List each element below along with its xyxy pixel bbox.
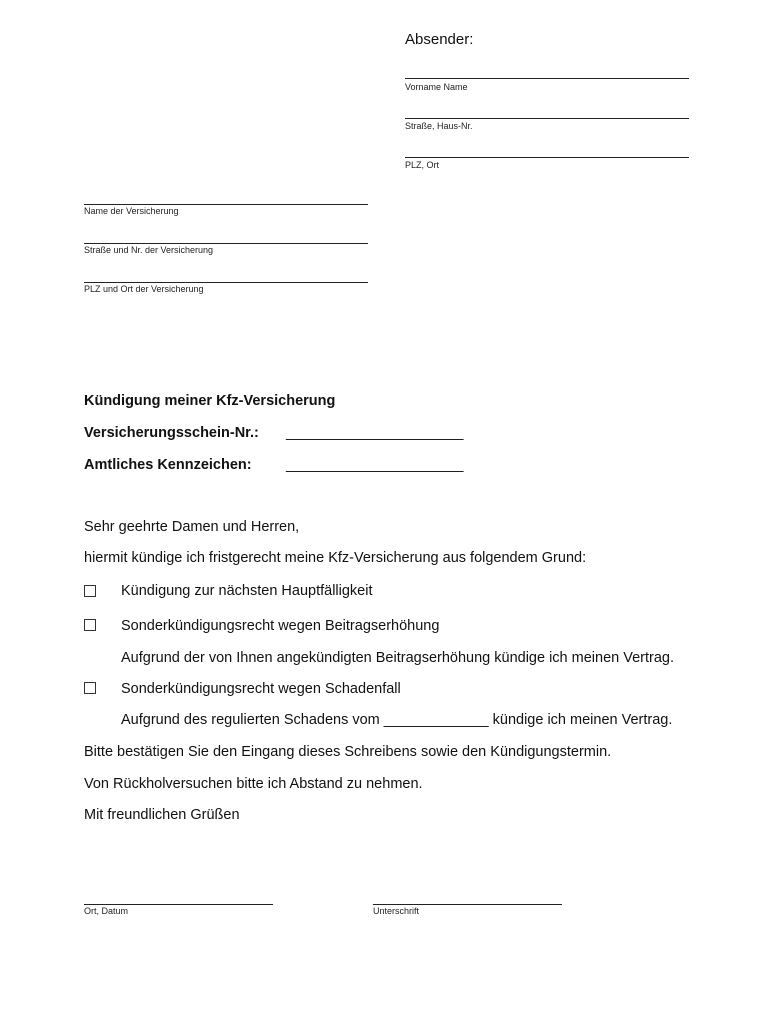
option-regular-checkbox[interactable] (84, 585, 96, 597)
closing-greeting: Mit freundlichen Grüßen (84, 807, 240, 823)
signature-line[interactable] (373, 904, 562, 905)
place-date-label: Ort, Datum (84, 906, 129, 916)
sender-street-label: Straße, Haus-Nr. (405, 121, 473, 131)
signature-label: Unterschrift (373, 906, 420, 916)
retention-refusal: Von Rückholversuchen bitte ich Abstand zu nehmen. (84, 776, 423, 792)
sender-heading: Absender: (405, 31, 474, 48)
option-premium-increase-label: Sonderkündigungsrecht wegen Beitragserhöhung (121, 618, 440, 634)
policy-number-blank[interactable]: ______________________ (286, 425, 464, 441)
insurer-name-line[interactable] (84, 204, 368, 205)
insurer-city-label: PLZ und Ort der Versicherung (84, 284, 204, 294)
policy-number-label: Versicherungsschein-Nr.: (84, 425, 259, 441)
intro-text: hiermit kündige ich fristgerecht meine Kfz-Versicherung aus folgendem Grund: (84, 550, 587, 566)
sender-city-line[interactable] (405, 157, 689, 158)
insurer-city-line[interactable] (84, 282, 368, 283)
salutation: Sehr geehrte Damen und Herren, (84, 519, 300, 535)
option-regular-label: Kündigung zur nächsten Hauptfälligkeit (121, 583, 373, 599)
option-premium-increase-detail: Aufgrund der von Ihnen angekündigten Beitragserhöhung kündige ich meinen Vertrag. (121, 650, 675, 666)
confirmation-request: Bitte bestätigen Sie den Eingang dieses Schreibens sowie den Kündigungstermin. (84, 744, 612, 760)
sender-name-line[interactable] (405, 78, 689, 79)
sender-street-line[interactable] (405, 118, 689, 119)
option-claim-label: Sonderkündigungsrecht wegen Schadenfall (121, 681, 401, 697)
license-plate-label: Amtliches Kennzeichen: (84, 457, 252, 473)
option-premium-increase-checkbox[interactable] (84, 619, 96, 631)
option-claim-detail: Aufgrund des regulierten Schadens vom _____________ kündige ich meinen Vertrag. (121, 712, 673, 728)
insurer-street-line[interactable] (84, 243, 368, 244)
insurer-name-label: Name der Versicherung (84, 206, 179, 216)
sender-city-label: PLZ, Ort (405, 160, 440, 170)
sender-name-label: Vorname Name (405, 82, 468, 92)
insurer-street-label: Straße und Nr. der Versicherung (84, 245, 214, 255)
license-plate-blank[interactable]: ______________________ (286, 457, 464, 473)
letter-subject: Kündigung meiner Kfz-Versicherung (84, 393, 336, 409)
place-date-line[interactable] (84, 904, 273, 905)
option-claim-checkbox[interactable] (84, 682, 96, 694)
